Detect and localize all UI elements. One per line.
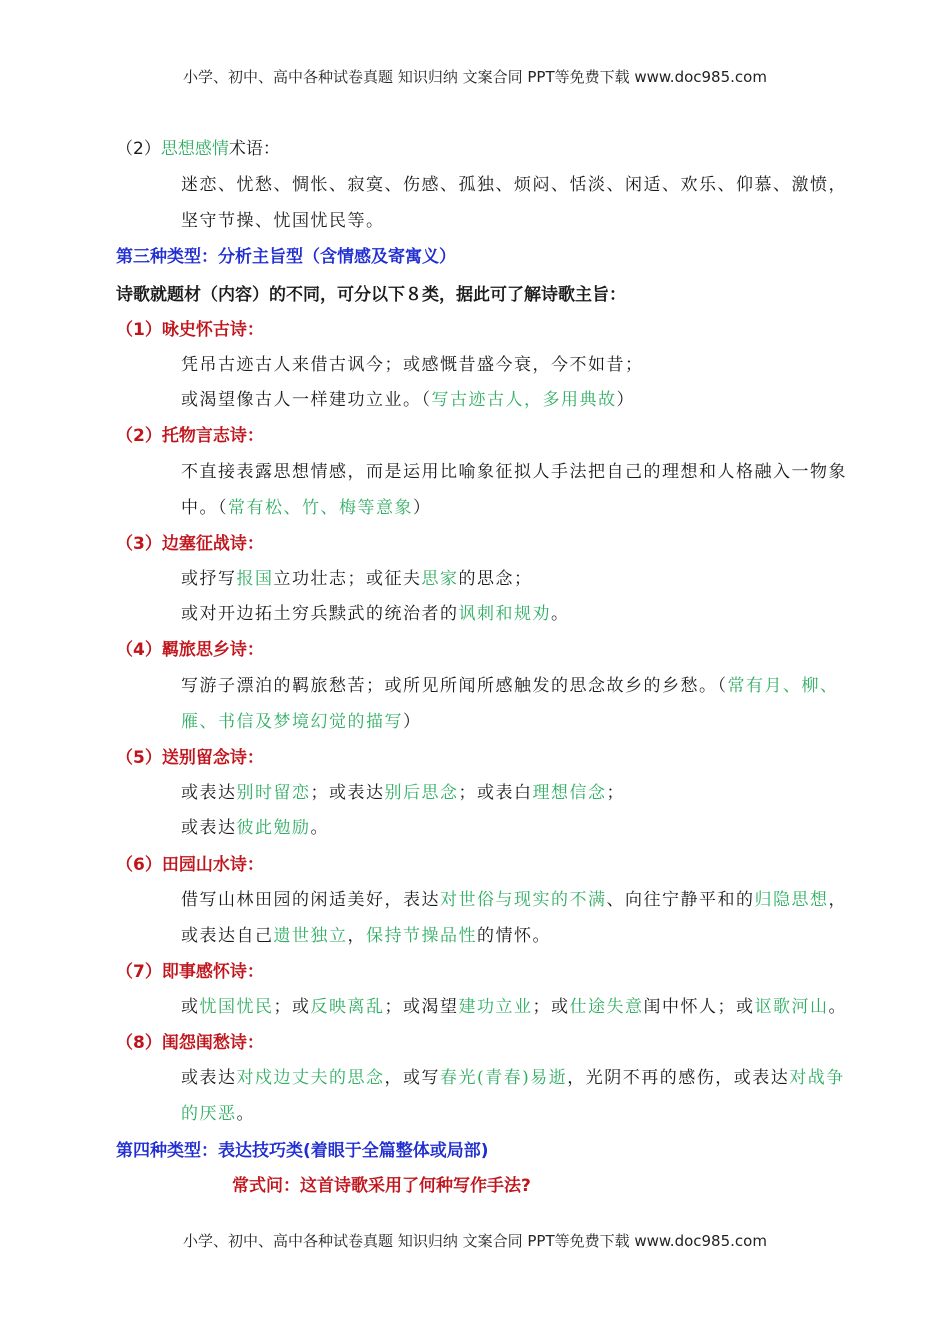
type3-intro: 诗歌就题材（内容）的不同，可分以下８类，据此可了解诗歌主旨： [116,285,626,305]
c7-l1h: 仕途失意 [569,997,644,1017]
emotion-title-highlight: 思想感情 [160,139,229,159]
c4-l1a: 写游子漂泊的羁旅愁苦；或所见所闻所感触发的思念故乡的乡愁。（ [181,676,728,696]
c6-l1d: 归隐思想 [754,890,829,910]
category-8-line2 [181,1102,255,1126]
category-5-title: （5）送别留念诗： [116,748,264,768]
type4-heading: 第四种类型：表达技巧类(着眼于全篇整体或局部) [116,1141,489,1161]
category-2-note: 常有松、竹、梅等意象 [228,498,413,518]
emotion-terms-line2: 坚守节操、忧国忧民等。 [181,211,385,231]
c6-l1c: 、向往宁静平和的 [606,890,755,910]
c5-l2a: 或表达 [181,818,237,838]
c5-l1d: 别后思念 [384,783,459,803]
c8-l2a: 的厌恶 [181,1104,237,1124]
c7-l1a: 或 [181,997,200,1017]
category-6-line2 [181,924,551,948]
category-2-line1: 不直接表露思想情感，而是运用比喻象征拟人手法把自己的理想和人格融入一物象 [181,462,847,482]
c8-l1f: 对战争 [789,1068,845,1088]
c7-l1i: 闺中怀人；或 [643,997,755,1017]
c3-l2b: 讽刺和规劝 [458,604,551,624]
c8-l2b: 。 [236,1104,255,1124]
c7-l1j: 讴歌河山 [754,997,829,1017]
c8-l1a: 或表达 [181,1068,237,1088]
c7-l1k: 。 [828,997,847,1017]
c5-l1f: 理想信念 [532,783,607,803]
c7-l1b: 忧国忧民 [199,997,274,1017]
c4-l1b: 常有月、柳、 [727,676,839,696]
category-1-line2 [181,388,635,412]
category-7-title: （7）即事感怀诗： [116,962,264,982]
c6-l2b: 遗世独立 [273,926,348,946]
c6-l2e: 的情怀。 [477,926,551,946]
category-1-line2-c: ） [616,390,635,410]
category-3-line1 [181,567,533,591]
c5-l1e: ；或表白 [458,783,533,803]
category-1-line2-a: 或渴望像古人一样建功立业。（ [181,390,432,410]
c6-l1e: ， [828,890,847,910]
emotion-title-suffix: 术语： [228,139,280,159]
type4-question: 常式问：这首诗歌采用了何种写作手法? [232,1176,531,1196]
c3-l1a: 或抒写 [181,569,237,589]
category-2-title: （2）托物言志诗： [116,426,264,446]
page-footer: 小学、初中、高中各种试卷真题 知识归纳 文案合同 PPT等免费下载 www.doc985.com [183,1232,767,1250]
c3-l1e: 的思念； [458,569,533,589]
c8-l1b: 对戍边丈夫的思念 [236,1068,385,1088]
c5-l2c: 。 [310,818,329,838]
category-3-title: （3）边塞征战诗： [116,534,264,554]
category-2-line2-a: 中。（ [181,498,228,518]
category-4-line2 [181,710,422,734]
page-header: 小学、初中、高中各种试卷真题 知识归纳 文案合同 PPT等免费下载 www.doc985.com [183,68,767,86]
category-8-title: （8）闺怨闺愁诗： [116,1033,264,1053]
c7-l1c: ；或 [273,997,311,1017]
category-5-line1 [181,781,625,805]
c3-l1b: 报国 [236,569,274,589]
c5-l1a: 或表达 [181,783,237,803]
category-4-title: （4）羁旅思乡诗： [116,640,264,660]
c8-l1e: ，光阴不再的感伤，或表达 [567,1068,790,1088]
c3-l1c: 立功壮志；或征夫 [273,569,422,589]
category-1-line1: 凭吊古迹古人来借古讽今；或感慨昔盛今衰，今不如昔； [181,355,644,375]
c3-l1d: 思家 [421,569,459,589]
emotion-terms-heading [116,137,280,161]
c7-l1f: 建功立业 [458,997,533,1017]
category-6-title: （6）田园山水诗： [116,855,264,875]
c7-l1d: 反映离乱 [310,997,385,1017]
c6-l2c: ， [347,926,366,946]
c5-l1g: ； [606,783,625,803]
c7-l1e: ；或渴望 [384,997,459,1017]
emotion-terms-line1: 迷恋、忧愁、惆怅、寂寞、伤感、孤独、烦闷、恬淡、闲适、欢乐、仰慕、激愤， [181,175,847,195]
c8-l1c: ，或写 [384,1068,440,1088]
category-4-line1 [181,674,839,698]
category-3-line2 [181,602,570,626]
category-1-note: 写古迹古人，多用典故 [431,390,617,410]
emotion-prefix: （2） [116,139,161,159]
c3-l2a: 或对开边拓土穷兵黩武的统治者的 [181,604,459,624]
type3-heading: 第三种类型：分析主旨型（含情感及寄寓义） [116,247,456,267]
c7-l1g: ；或 [532,997,570,1017]
c6-l1b: 对世俗与现实的不满 [440,890,607,910]
category-5-line2 [181,816,329,840]
c6-l1a: 借写山林田园的闲适美好，表达 [181,890,440,910]
c4-l2a: 雁、书信及梦境幻觉的描写 [181,712,403,732]
c5-l2b: 彼此勉励 [236,818,311,838]
category-2-line2 [181,496,432,520]
category-6-line1 [181,888,847,912]
category-7-line1 [181,995,847,1019]
c5-l1b: 别时留恋 [236,783,311,803]
c3-l2c: 。 [551,604,570,624]
category-2-line2-c: ） [413,498,432,518]
c5-l1c: ；或表达 [310,783,385,803]
category-8-line1 [181,1066,845,1090]
c8-l1d: 春光(青春)易逝 [440,1068,568,1088]
category-1-title: （1）咏史怀古诗： [116,320,264,340]
c6-l2d: 保持节操品性 [366,926,477,946]
c6-l2a: 或表达自己 [181,926,274,946]
c4-l2b: ） [403,712,422,732]
